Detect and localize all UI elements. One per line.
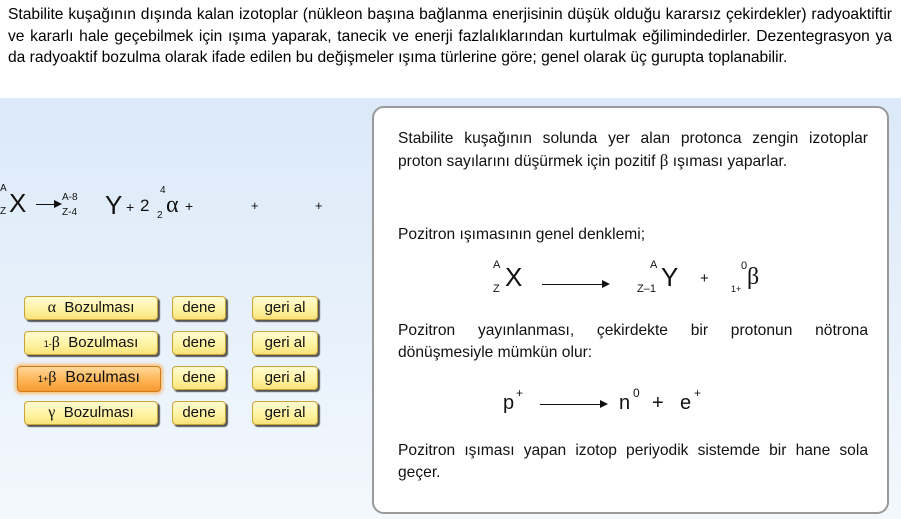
product-mass: A-8: [62, 192, 78, 203]
panel-paragraph-4: Pozitron ışıması yapan izotop periyodik sistemde bir hane sola geçer.: [398, 442, 868, 481]
alpha-symbol: α: [166, 192, 179, 218]
alpha-mass: 4: [160, 185, 166, 196]
intro-paragraph: Stabilite kuşağının dışında kalan izotoplar (nükleon başına bağlanma enerjisinin düşük olduğu kararsız çekirdekler) radyoaktiftir ve kararlı hale geçebilmek için ışıma yaparak, tanecik ve enerji fazlalıklarından kurtulmak eğilimindedirler. Dezentegrasyon ya da radyoaktif bozulma olarak ifade edilen bu değişmeler ışıma türlerine göre; genel olarak üç gurupta toplanabilir.: [8, 6, 892, 66]
x-mass: A: [493, 259, 501, 271]
alpha-decay-button[interactable]: [24, 296, 158, 320]
gamma-decay-label: Bozulması: [63, 404, 134, 421]
beta-icon: β: [51, 334, 60, 351]
beta-minus-decay-label: Bozulması: [68, 334, 139, 351]
panel-paragraph-2: Pozitron ışımasının genel denklemi;: [398, 226, 646, 243]
gamma-try-button[interactable]: dene: [172, 401, 226, 425]
neutron-charge: 0: [633, 386, 640, 400]
reactant-symbol: X: [9, 188, 27, 218]
beta-plus-decay-button[interactable]: [17, 366, 161, 392]
positron-charge: +: [694, 386, 702, 400]
beta-plus-undo-button[interactable]: geri al: [252, 366, 318, 390]
beta-plus-prefix: 1+: [38, 374, 49, 384]
positron-arrow: [542, 284, 608, 285]
beta-atomic: 1+: [731, 284, 742, 294]
beta-plus-decay-label: Bozulması: [65, 369, 140, 386]
alpha-decay-label: Bozulması: [64, 299, 135, 316]
panel-paragraph-3: Pozitron yayınlanması, çekirdekte bir protonun nötrona dönüşmesiyle mümkün olur:: [398, 322, 868, 361]
info-panel: [372, 106, 889, 514]
beta-plus-try-button[interactable]: dene: [172, 366, 226, 390]
proton-neutron-equation: [374, 384, 891, 424]
proton-arrow: [540, 404, 606, 405]
positron-plus: +: [700, 270, 709, 287]
y-symbol: Y: [661, 262, 679, 292]
beta-symbol: β: [659, 151, 669, 170]
alpha-icon: α: [47, 299, 56, 316]
alpha-try-button[interactable]: dene: [172, 296, 226, 320]
reactant-atomic: Z: [0, 206, 7, 217]
beta-icon: β: [48, 369, 57, 386]
reactant-mass: A: [0, 183, 7, 194]
beta-minus-try-button[interactable]: dene: [172, 331, 226, 355]
plus-sign-2: +: [251, 198, 259, 213]
electron-symbol: e: [680, 392, 692, 414]
y-mass: A: [650, 259, 658, 271]
beta-minus-undo-button[interactable]: geri al: [252, 331, 318, 355]
plus-sign: +: [126, 199, 135, 215]
pe-plus: +: [652, 392, 664, 414]
product-atomic: Z-4: [62, 207, 77, 218]
alpha-atomic: 2: [157, 210, 163, 221]
beta-product-symbol: β: [747, 264, 760, 290]
panel-p1-text: Stabilite kuşağının solunda yer alan protonca zengin izotoplar proton sayılarını düşürmek için pozitif: [398, 130, 868, 170]
y-atomic: Z–1: [637, 283, 656, 295]
proton-charge: +: [516, 386, 524, 400]
beta-mass: 0: [741, 260, 748, 272]
beta-minus-decay-button[interactable]: [24, 331, 158, 355]
gamma-decay-button[interactable]: [24, 401, 158, 425]
positron-equation: [374, 258, 891, 298]
gamma-undo-button[interactable]: geri al: [252, 401, 318, 425]
reaction-arrow: [36, 204, 60, 205]
x-atomic: Z: [493, 283, 500, 295]
alpha-undo-button[interactable]: geri al: [252, 296, 318, 320]
neutron-symbol: n: [619, 392, 631, 414]
panel-p1-end: ışıması yaparlar.: [672, 153, 788, 170]
product-symbol: Y: [105, 190, 123, 220]
proton-symbol: p: [503, 392, 515, 414]
plus-sign-3: +: [315, 198, 323, 213]
alpha-coefficient: 2: [140, 196, 150, 215]
panel-paragraph-1: [398, 128, 868, 173]
alpha-charge: +: [185, 198, 194, 214]
x-symbol: X: [505, 262, 523, 292]
decay-equation: [0, 180, 360, 230]
gamma-icon: γ: [48, 404, 56, 421]
beta-minus-prefix: 1-: [43, 339, 52, 349]
